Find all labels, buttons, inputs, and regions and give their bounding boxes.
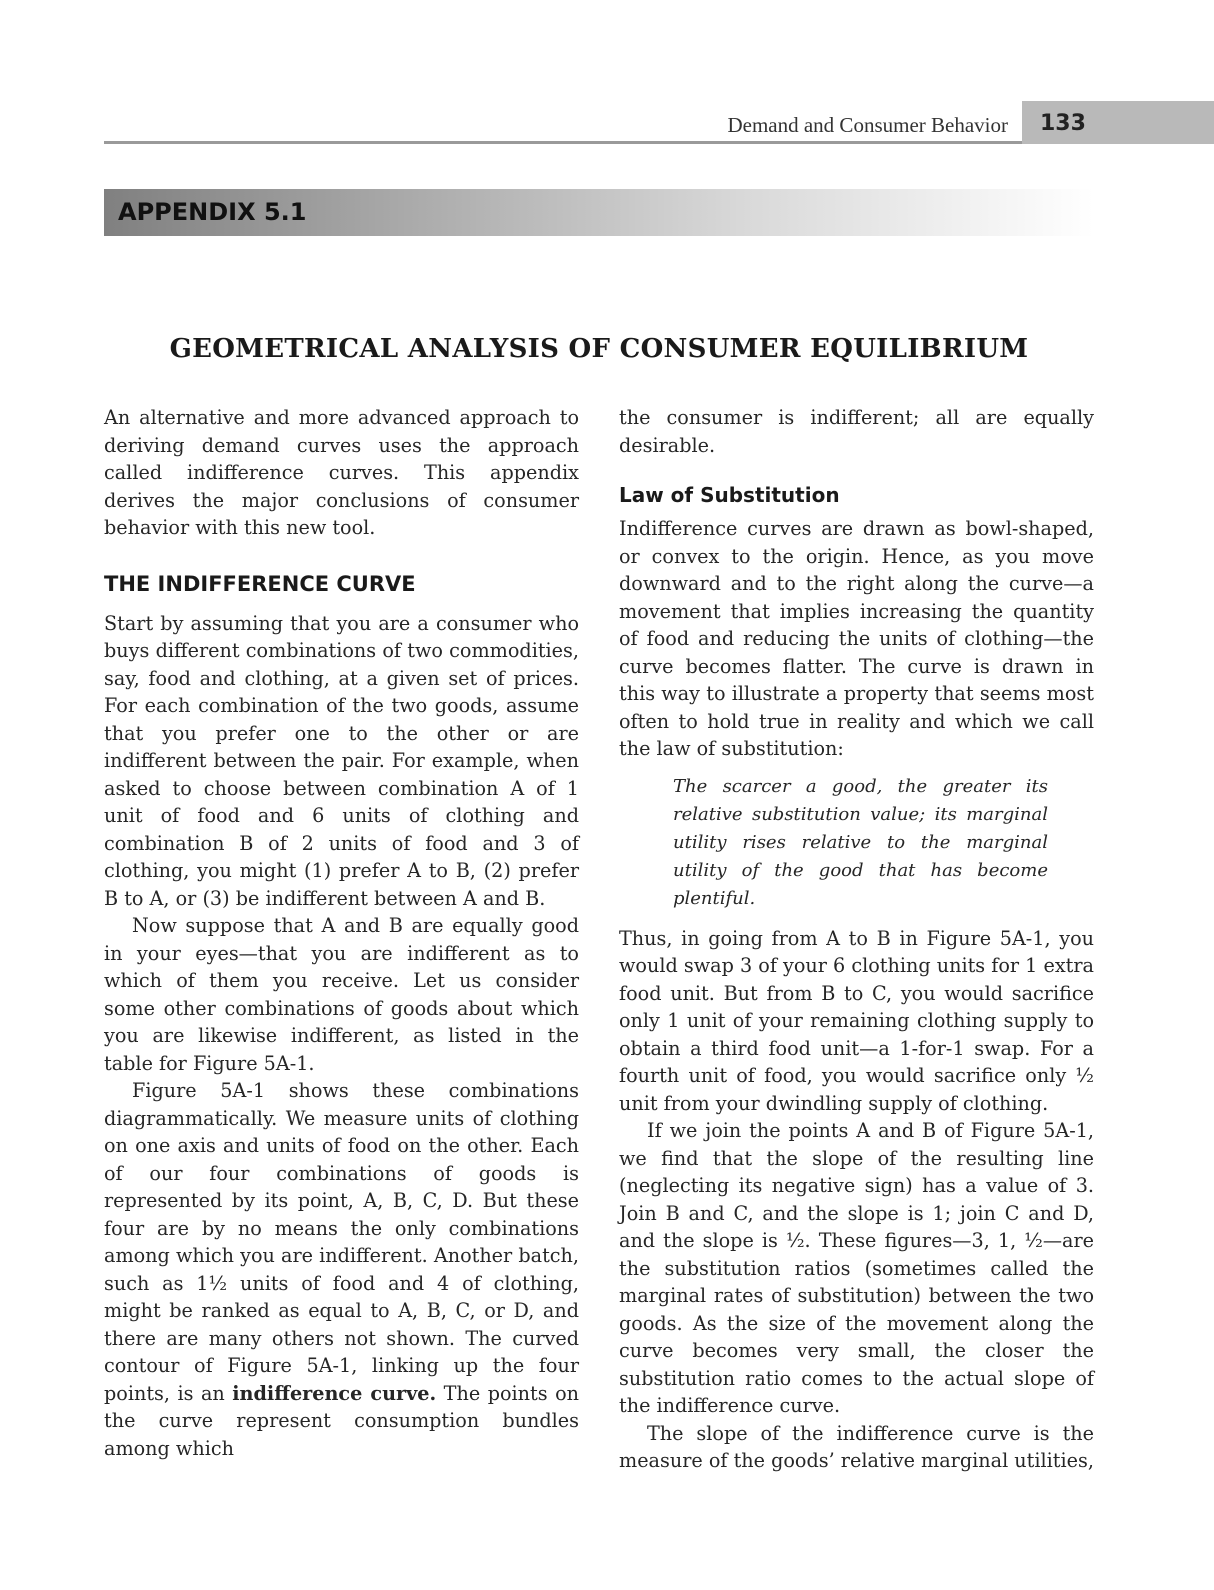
paragraph: If we join the points A and B of Figure 5A-1, we find that the slope of the resulting line (neglecting its negative sign) has a value of 3. Join B and C, and the slope is 1; join C and D, and the slope is ½. These figures—3, 1, ½—are the substitution ratios (sometimes called the marginal rates of substitution) between the two goods. As the size of the movement along the curve becomes very small, the closer the substitution ratio comes to the actual slope of the indifference curve. [619, 1119, 1094, 1417]
running-head-title: Demand and Consumer Behavior [727, 113, 1008, 137]
right-column [619, 404, 1094, 1475]
continued-paragraph: the consumer is indifferent; all are equally desirable. [619, 406, 1094, 457]
paragraph-text: Figure 5A-1 shows these combinations diagrammatically. We measure units of clothing on one axis and units of food on the other. Each of our four combinations of goods is represented by its point, A, B, C, D. But these four are by no means the only combinations among which you are indifferent. Another batch, such as 1½ units of food and 4 of clothing, might be ranked as equal to A, B, C, or D, and there are many others not shown. The curved contour of Figure 5A-1, linking up the four points, is an [104, 1079, 579, 1405]
intro-paragraph: An alternative and more advanced approach to deriving demand curves uses the approach called indifference curves. This appendix derives the major conclusions of consumer behavior with this new tool. [104, 406, 579, 539]
law-quote: The scarcer a good, the greater its relative substitution value; its marginal utility rises relative to the marginal utility of the good that has become plentiful. [673, 775, 1048, 909]
page-number: 133 [1040, 111, 1086, 136]
paragraph-text: The points on the curve represent consumption bundles among which [104, 1381, 579, 1460]
appendix-banner [104, 189, 1094, 236]
left-column [104, 404, 579, 1462]
paragraph: Start by assuming that you are a consumer who buys different combinations of two commodities, say, food and clothing, at a given set of prices. For each combination of the two goods, assume that you prefer one to the other or are indifferent between the pair. For example, when asked to choose between combination A of 1 unit of food and 6 units of clothing and combination B of 2 units of food and 3 of clothing, you might (1) prefer A to B, (2) prefer B to A, or (3) be indifferent between A and B. [104, 611, 579, 910]
paragraph [104, 1077, 579, 1462]
section-heading: THE INDIFFERENCE CURVE [104, 571, 416, 596]
page-number-box [1022, 101, 1214, 144]
paragraph: The slope of the indifference curve is the measure of the goods’ relative marginal utilities, [619, 1421, 1094, 1472]
running-head [104, 101, 1214, 145]
chapter-title: GEOMETRICAL ANALYSIS OF CONSUMER EQUILIBRIUM [169, 334, 1029, 364]
subsection-heading: Law of Substitution [619, 483, 840, 507]
paragraph: Thus, in going from A to B in Figure 5A-1, you would swap 3 of your 6 clothing units for 1 extra food unit. But from B to C, you would sacrifice only 1 unit of your remaining clothing supply to obtain a third food unit—a 1-for-1 swap. For a fourth unit of food, you would sacrifice only ½ unit from your dwindling supply of clothing. [619, 926, 1094, 1115]
key-term: indifference curve. [232, 1381, 437, 1405]
paragraph: Now suppose that A and B are equally good in your eyes—that you are indifferent as to which of them you receive. Let us consider some other combinations of goods about which you are likewise indifferent, as listed in the table for Figure 5A-1. [104, 914, 579, 1075]
header-rule [104, 141, 1022, 144]
paragraph: Indifference curves are drawn as bowl-shaped, or convex to the origin. Hence, as you move downward and to the right along the curve—a movement that implies increasing the quantity of food and reducing the units of clothing—the curve becomes flatter. The curve is drawn in this way to illustrate a property that seems most often to hold true in reality and which we call the law of substitution: [619, 517, 1094, 760]
appendix-label: APPENDIX 5.1 [118, 198, 307, 226]
